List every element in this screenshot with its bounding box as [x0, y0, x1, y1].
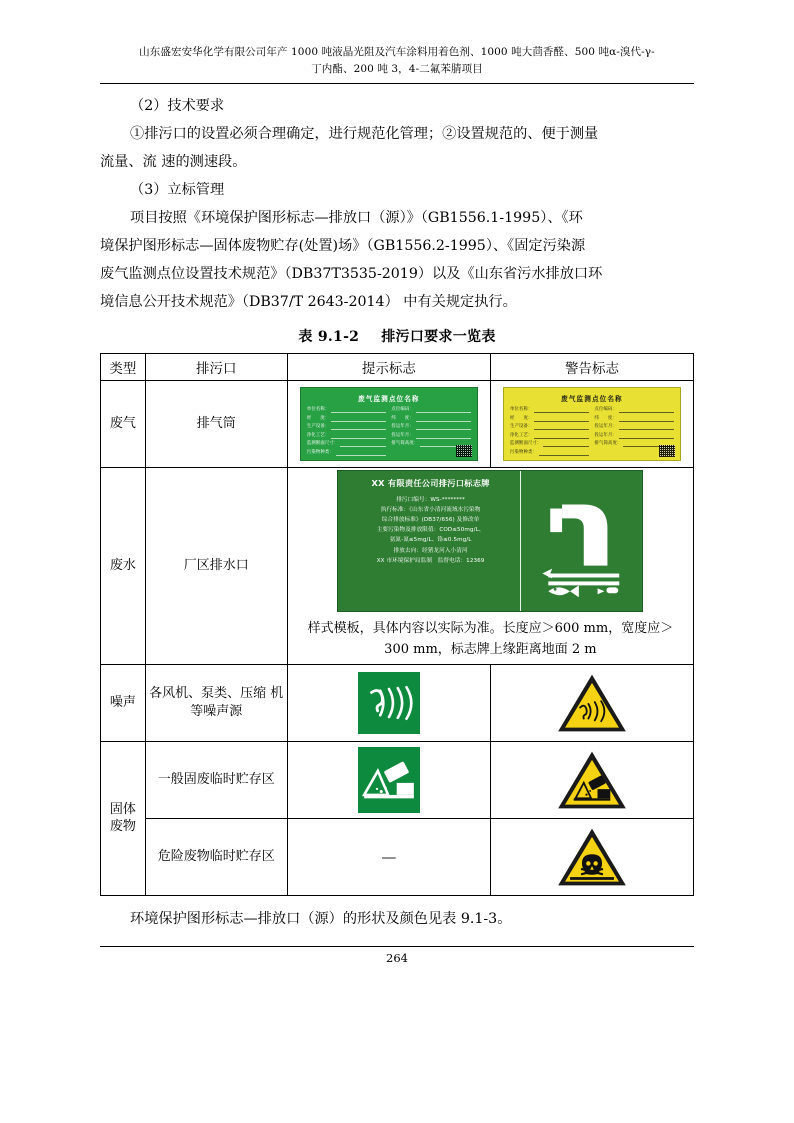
plate-field: 净化工艺：: [510, 433, 590, 439]
wastewater-note-line-2: 300 mm，标志牌上缘距离地面 2 m: [384, 641, 597, 657]
table-row: [101, 664, 694, 741]
plate-field: 投运年月：: [594, 433, 674, 439]
plate-field: 点位编码：: [391, 407, 471, 413]
running-header: [100, 44, 694, 78]
running-header-line-1: 山东盛宏安华化学有限公司年产 1000 吨液晶光阻及汽车涂料用着色剂、1000 吨大茴香醛、500 吨α-溴代-γ-: [139, 46, 655, 58]
cell-solidwaste-tip-sign: [287, 741, 490, 818]
noise-ear-icon: [361, 682, 417, 724]
gas-monitoring-plate-green: [300, 387, 478, 461]
wastewater-sign-title: XX 有限责任公司排污口标志牌: [371, 477, 490, 488]
cell-hazardous-warning-sign: [490, 818, 693, 895]
plate-field: 单位名称：: [510, 407, 590, 413]
hazardous-waste-warning-triangle: [555, 824, 629, 890]
wastewater-sign-line: 综合排放标准》(DB37/656) 及修改单: [381, 516, 480, 523]
cell-gas-tip-plate: [287, 381, 490, 468]
plate-field: 污染物种类：: [307, 450, 387, 456]
section-heading-2: （2）技术要求: [130, 98, 225, 114]
wastewater-sign-text: [338, 471, 520, 611]
standards-paragraph-line-4: 境信息公开技术规范》（DB37/T 2643-2014） 中有关规定执行。: [100, 294, 517, 310]
tech-paragraph-line-1: ①排污口的设置必须合理确定，进行规范化管理；②设置规范的、便于测量: [130, 126, 599, 142]
qr-code-icon: [456, 445, 472, 457]
plate-title: 废气监测点位名称: [358, 395, 420, 403]
cell-wastewater-sign: [287, 467, 693, 664]
row-type-solid-waste: 固体废物: [101, 741, 146, 895]
plate-field: 生产设备：: [510, 424, 590, 430]
running-header-line-2: 丁内酯、200 吨 3，4-二氟苯腈项目: [311, 63, 483, 75]
closing-paragraph: 环境保护图形标志—排放口（源）的形状及颜色见表 9.1-3。: [130, 910, 512, 927]
row-type-wastewater: 废水: [101, 467, 146, 664]
table-row: [101, 467, 694, 664]
wastewater-sign-line: XX 市环境保护局监制 监督电话：12369: [376, 557, 485, 564]
noise-warning-triangle: [555, 670, 629, 736]
wastewater-sign-line: 排放去向：经猪龙河入小清河: [393, 547, 468, 554]
row-outlet-exhaust-stack: 排气筒: [145, 381, 287, 468]
wastewater-sign-line: 排污口编号：WS-********: [396, 496, 465, 503]
cell-hazardous-tip-sign: [287, 818, 490, 895]
row-outlet-hazardous-waste: 危险废物临时贮存区: [145, 818, 287, 895]
plate-field: 生产设备：: [307, 424, 387, 430]
column-header-warning-sign: 警告标志: [490, 354, 693, 381]
plate-field: 纬 度：: [391, 416, 471, 422]
table-caption-title: 排污口要求一览表: [381, 329, 496, 345]
table-row: [101, 381, 694, 468]
wastewater-note-line-1: 样式模板，具体内容以实际为准。长度应＞600 mm，宽度应＞: [307, 620, 674, 636]
plate-field: 投运年月：: [391, 424, 471, 430]
footer-divider: [100, 946, 694, 947]
row-outlet-noise-sources: 各风机、泵类、压缩 机等噪声源: [145, 664, 287, 741]
table-header-row: [101, 354, 694, 381]
plate-field-grid: [307, 407, 471, 456]
discharge-outlet-requirements-table: [100, 353, 694, 896]
plate-field: 监测断面尺寸：: [510, 441, 590, 447]
plate-field: 排气筒高度：: [594, 441, 674, 447]
cell-noise-warning-sign: [490, 664, 693, 741]
plate-field: 纬 度：: [594, 416, 674, 422]
wastewater-sign-line: 主要污染物及排放限值：COD≤50mg/L、: [376, 527, 485, 534]
table-caption-number: 表 9.1-2: [298, 329, 360, 345]
plate-field: 净化工艺：: [307, 433, 387, 439]
wastewater-sign-note: [297, 618, 684, 660]
plate-field: 污染物种类：: [510, 450, 590, 456]
solid-waste-warning-triangle: [555, 747, 629, 813]
cell-noise-tip-sign: [287, 664, 490, 741]
plate-field: 监测断面尺寸：: [307, 441, 387, 447]
column-header-tip-sign: 提示标志: [287, 354, 490, 381]
noise-tip-pictogram: [358, 672, 420, 734]
plate-field: 排气筒高度：: [391, 441, 471, 447]
section-heading-3: （3）立标管理: [130, 182, 225, 198]
tech-paragraph-line-2: 流量、流 速的测速段。: [100, 154, 247, 170]
wastewater-outlet-sign: [337, 470, 643, 612]
table-row: [101, 818, 694, 895]
row-type-noise: 噪声: [101, 664, 146, 741]
plate-field: 投运年月：: [594, 424, 674, 430]
gas-monitoring-plate-yellow: [503, 387, 681, 461]
standards-paragraph-line-1: 项目按照《环境保护图形标志—排放口（源）》（GB1556.1-1995）、《环: [130, 210, 583, 226]
plate-field: 单位名称：: [307, 407, 387, 413]
plate-field: 经 度：: [510, 416, 590, 422]
standards-paragraph-line-2: 境保护图形标志—固体废物贮存(处置)场》（GB1556.2-1995）、《固定污染源: [100, 238, 586, 254]
cell-gas-warning-plate: [490, 381, 693, 468]
plate-field: 经 度：: [307, 416, 387, 422]
discharge-pipe-icon: [521, 471, 643, 611]
header-divider: [100, 83, 694, 84]
plate-field-grid: [510, 407, 674, 456]
row-type-waste-gas: 废气: [101, 381, 146, 468]
toxic-skull-warning-triangle-icon: [555, 825, 629, 889]
cell-solidwaste-warning-sign: [490, 741, 693, 818]
solid-waste-warning-triangle-icon: [555, 748, 629, 812]
plate-field: 点位编码：: [594, 407, 674, 413]
standards-paragraph-line-3: 废气监测点位设置技术规范》（DB37T3535-2019）以及《山东省污水排放口环: [100, 266, 603, 282]
table-caption: [100, 326, 694, 346]
plate-field: 投运年月：: [391, 433, 471, 439]
row-outlet-plant-drain: 厂区排水口: [145, 467, 287, 664]
wastewater-outlet-pictogram: [521, 471, 643, 611]
solid-waste-tip-pictogram: [358, 747, 420, 813]
column-header-outlet: 排污口: [145, 354, 287, 381]
row-outlet-general-solid-waste: 一般固废临时贮存区: [145, 741, 287, 818]
no-tip-sign-dash: —: [381, 847, 397, 866]
plate-title: 废气监测点位名称: [561, 395, 623, 403]
table-row: [101, 741, 694, 818]
wastewater-sign-line: 执行标准：《山东省小清河流域水污染物: [380, 506, 481, 513]
waste-dumping-icon: [359, 757, 419, 802]
qr-code-icon: [659, 445, 675, 457]
page-number: 264: [386, 950, 408, 965]
noise-warning-triangle-icon: [555, 671, 629, 735]
wastewater-sign-line: 氨氮-氮≤5mg/L、铬≤0.5mg/L: [389, 537, 472, 544]
column-header-type: 类型: [101, 354, 146, 381]
